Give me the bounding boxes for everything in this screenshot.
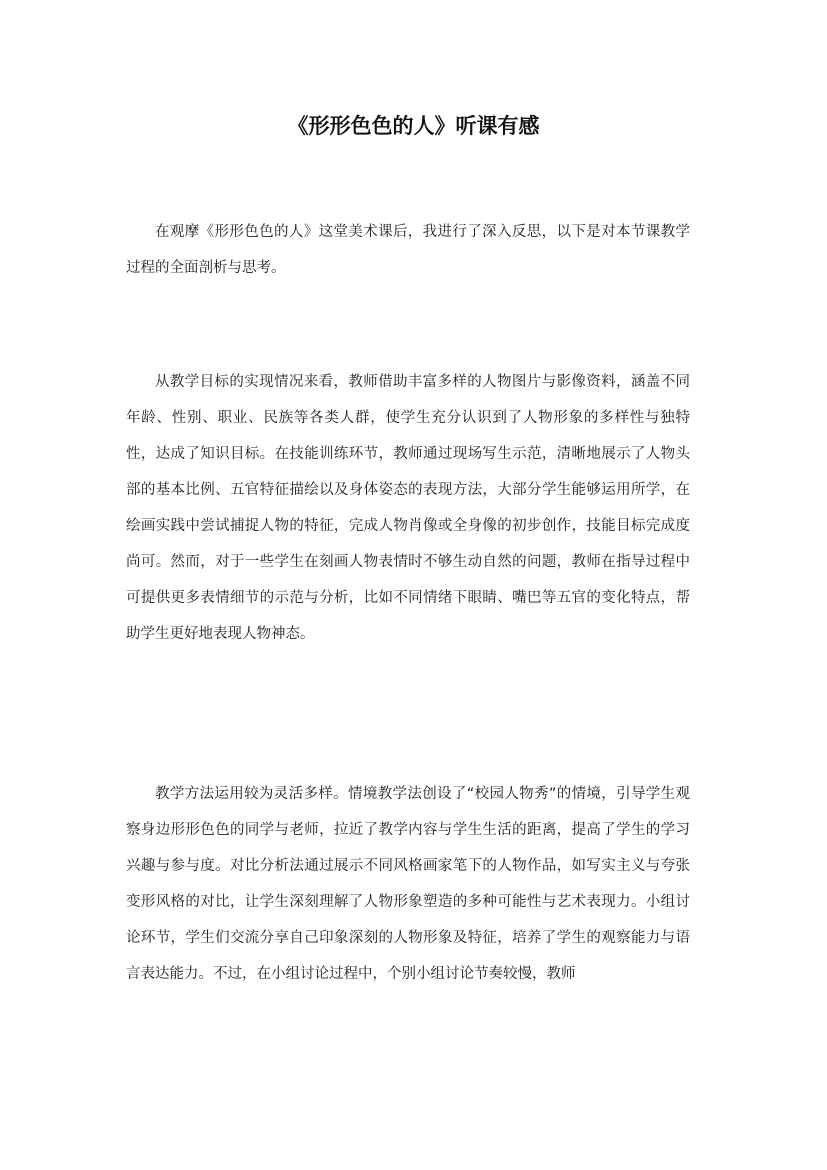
document-title: 《形形色色的人》听课有感: [287, 114, 540, 138]
paragraph-teaching-goals: 从教学目标的实现情况来看，教师借助丰富多样的人物图片与影像资料，涵盖不同年龄、性别、职业、民族等各类人群，使学生充分认识到了人物形象的多样性与独特性，达成了知识目标。在技能训练环节，教师通过现场写生示范，清晰地展示了人物头部的基本比例、五官特征描绘以及身体姿态的表现方法，大部分学生能够运用所学，在绘画实践中尝试捕捉人物的特征，完成人物肖像或全身像的初步创作，技能目标完成度尚可。然而，对于一些学生在刻画人物表情时不够生动自然的问题，教师在指导过程中可提供更多表情细节的示范与分析，比如不同情绪下眼睛、嘴巴等五官的变化特点，帮助学生更好地表现人物神态。: [126, 374, 690, 642]
paragraph-teaching-methods: 教学方法运用较为灵活多样。情境教学法创设了“校园人物秀”的情境，引导学生观察身边形形色色的同学与老师，拉近了教学内容与学生生活的距离，提高了学生的学习兴趣与参与度。对比分析法通过展示不同风格画家笔下的人物作品，如写实主义与夸张变形风格的对比，让学生深刻理解了人物形象塑造的多种可能性与艺术表现力。小组讨论环节，学生们交流分享自己印象深刻的人物形象及特征，培养了学生的观察能力与语言表达能力。不过，在小组讨论过程中，个别小组讨论节奏较慢，教师: [126, 786, 690, 982]
paragraph-intro: 在观摩《形形色色的人》这堂美术课后，我进行了深入反思，以下是对本节课教学过程的全面剖析与思考。: [126, 224, 690, 276]
